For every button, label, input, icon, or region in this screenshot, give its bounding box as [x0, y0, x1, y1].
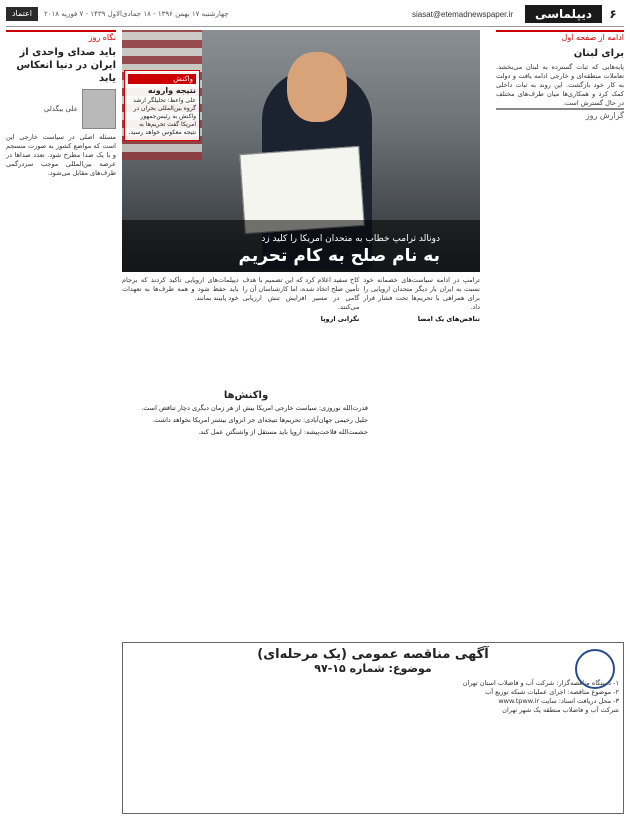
article-subhead-2: نگرانی اروپا — [320, 315, 360, 323]
callout-tag: واکنش — [128, 74, 196, 84]
hero-photo — [122, 30, 480, 272]
ad-line[interactable]: ۳- محل دریافت اسناد: سایت www.tpww.ir — [498, 697, 619, 705]
dateline: چهارشنبه ۱۷ بهمن ۱۳۹۶ - ۱۸ جمادی‌الاول ۱۴۳۹ - ۷ فوریه ۲۰۱۸ — [44, 10, 229, 18]
article-col3-text: دیپلمات‌های اروپایی تأکید کردند که برجام باید حفظ شود و همه طرف‌ها به تعهدات خود پایبند بمانند. — [122, 276, 239, 302]
right-column-body: پایه‌هایی که ثبات گسترده به لبنان می‌بخشد. تعاملات منطقه‌ای و خارجی ادامه یافت و دولت به کار خود بازگشت. این روند به ثبات داخلی کمک کرد و همکاری‌ها میان طرف‌های مختلف در حال گسترش است. — [496, 63, 624, 107]
author-photo — [82, 89, 116, 129]
left-column-body: مسئله اصلی در سیاست خارجی این است که مواضع کشور به صورت منسجم و با یک صدا مطرح شود. تعدد صداها در عرصه بین‌المللی موجب سردرگمی طرف‌های مقابل می‌شود. — [6, 133, 116, 177]
author-block — [6, 89, 116, 129]
right-column-tag-2: گزارش روز — [496, 108, 624, 120]
ad-line: ۱- دستگاه مناقصه‌گزار: شرکت آب و فاضلاب استان تهران — [462, 679, 619, 687]
right-column-headline: برای لبنان — [573, 48, 624, 59]
article-col2-text: کاخ سفید اعلام کرد که این تصمیم با هدف تأمین صلح اتخاذ شده، اما کارشناسان آن را گامی در مسیر افزایش تنش ارزیابی می‌کنند. — [242, 276, 360, 311]
author-name: علی بیگدلی — [43, 105, 78, 113]
figure-face — [287, 52, 347, 122]
site-email[interactable]: siasat@etemadnewspaper.ir — [411, 9, 514, 19]
left-column-headline: باید صدای واحدی از ایران در دنیا انعکاس یابد — [16, 47, 116, 84]
callout-title: نتیجه وارونه — [147, 86, 196, 95]
page-header — [6, 4, 624, 24]
header-divider — [6, 26, 624, 27]
page-number: ۶ — [609, 7, 617, 21]
right-column — [496, 30, 624, 638]
ad-line: ۲- موضوع مناقصه: اجرای عملیات شبکه توزیع آب — [485, 688, 619, 696]
article-column-1 — [363, 276, 480, 638]
article-subhead-1: تناقض‌های یک امضا — [417, 315, 480, 323]
right-column-tag: ادامه از صفحه اول — [496, 30, 624, 42]
ad-title: آگهی مناقصه عمومی (یک مرحله‌ای) — [257, 647, 489, 662]
section-title[interactable]: دیپلماسی — [525, 5, 602, 23]
tender-advertisement — [122, 642, 624, 814]
reaction-item: حشمت‌الله فلاحت‌پیشه: اروپا باید مستقل از واشنگتن عمل کند. — [198, 428, 368, 436]
left-column — [6, 30, 116, 820]
callout-body: علی واعظ: تحلیلگر ارشد گروه بین‌المللی بحران در واکنش به رئیس‌جمهور امریکا گفت تحریم‌ها به نتیجه معکوس خواهد رسید. — [128, 97, 196, 136]
hero-kicker: دونالد ترامپ خطاب به متحدان امریکا را کلید زد — [261, 234, 440, 244]
reaction-item: جلیل رحیمی جهان‌آبادی: تحریم‌ها نتیجه‌ای جز انزوای بیشتر امریکا نخواهد داشت. — [152, 416, 368, 424]
reactions-box — [122, 388, 370, 638]
left-column-tag: نگاه روز — [6, 30, 116, 42]
reactions-heading: واکنش‌ها — [223, 390, 269, 401]
article-col1-text: ترامپ در ادامه سیاست‌های خصمانه خود نسبت به ایران بار دیگر متحدان اروپایی را برای همراهی با تحریم‌ها تحت فشار قرار داد. — [363, 276, 480, 311]
ad-footer: شرکت آب و فاضلاب منطقه یک شهر تهران — [502, 706, 619, 714]
newspaper-logo: اعتماد — [6, 7, 38, 21]
hero-headline[interactable]: به نام صلح به کام تحریم — [238, 246, 440, 266]
reaction-item: قدرت‌الله نوروزی: سیاست خارجی امریکا بیش از هر زمان دیگری دچار تناقض است. — [141, 404, 368, 412]
reaction-callout — [124, 70, 200, 141]
organization-emblem — [575, 649, 615, 689]
ad-number: موضوع: شماره ۱۵-۹۷ — [314, 662, 432, 675]
